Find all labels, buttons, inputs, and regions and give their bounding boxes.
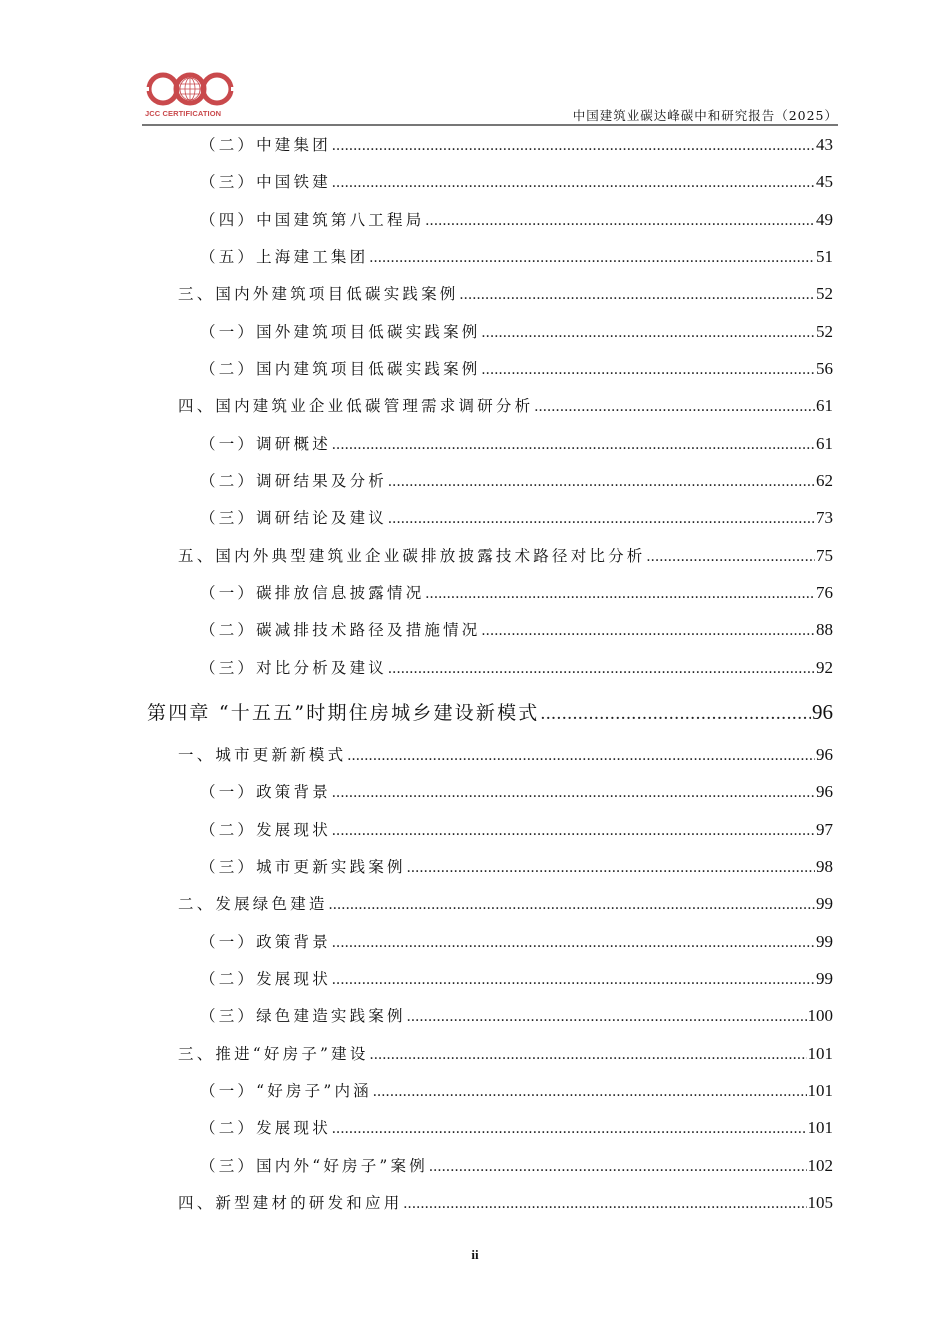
toc-entry-title: （三）对比分析及建议 — [200, 659, 388, 677]
toc-subsection-entry[interactable] — [200, 135, 833, 156]
toc-page-number: 76 — [816, 583, 833, 602]
dot-leader — [540, 702, 811, 726]
toc-entry-title: （二）发展现状 — [200, 970, 331, 988]
toc-page-number: 102 — [807, 1156, 833, 1175]
toc-page-number: 97 — [816, 820, 833, 839]
toc-subsection-entry[interactable] — [200, 583, 833, 604]
toc-entry-title: （三）国内外“好房子”案例 — [200, 1157, 428, 1175]
dot-leader — [425, 211, 815, 231]
toc-page-number: 92 — [816, 658, 833, 677]
toc-subsection-entry[interactable] — [200, 658, 833, 679]
toc-page-number: 56 — [816, 359, 833, 378]
toc-entry-title: （一）碳排放信息披露情况 — [200, 584, 425, 602]
toc-page-number: 99 — [816, 969, 833, 988]
toc-entry-title: （三）调研结论及建议 — [200, 509, 388, 527]
dot-leader — [388, 659, 815, 679]
toc-entry-title: 三、国内外建筑项目低碳实践案例 — [178, 285, 459, 303]
toc-subsection-entry[interactable] — [200, 1081, 833, 1102]
toc-section-entry[interactable] — [178, 745, 833, 766]
toc-subsection-entry[interactable] — [200, 620, 833, 641]
toc-entry-title: （二）发展现状 — [200, 1119, 331, 1137]
toc-page-number: 96 — [816, 782, 833, 801]
jcc-rings-icon — [145, 70, 235, 110]
page-number: ii — [471, 1247, 479, 1262]
dot-leader — [403, 1194, 806, 1214]
toc-page-number: 51 — [816, 247, 833, 266]
toc-subsection-entry[interactable] — [200, 782, 833, 803]
toc-subsection-entry[interactable] — [200, 210, 833, 231]
toc-subsection-entry[interactable] — [200, 471, 833, 492]
report-title: 中国建筑业碳达峰碳中和研究报告（2025） — [572, 108, 838, 123]
toc-entry-title: （二）碳减排技术路径及措施情况 — [200, 621, 481, 639]
dot-leader — [534, 397, 815, 417]
toc-section-entry[interactable] — [178, 894, 833, 915]
toc-entry-title: （一）政策背景 — [200, 933, 331, 951]
toc-page-number: 101 — [807, 1081, 833, 1100]
toc-subsection-entry[interactable] — [200, 322, 833, 343]
toc-subsection-entry[interactable] — [200, 508, 833, 529]
toc-entry-title: 一、城市更新新模式 — [178, 746, 347, 764]
logo-text: JCC CERTIFICATION — [145, 109, 222, 118]
toc-entry-title: （三）绿色建造实践案例 — [200, 1007, 406, 1025]
toc-page-number: 105 — [807, 1193, 833, 1212]
toc-chapter-entry[interactable] — [147, 700, 833, 726]
dot-leader — [370, 1045, 807, 1065]
dot-leader — [647, 547, 815, 567]
toc-subsection-entry[interactable] — [200, 1118, 833, 1139]
dot-leader — [329, 895, 815, 915]
toc-page-number: 101 — [807, 1044, 833, 1063]
toc-entry-title: （一）“好房子”内涵 — [200, 1082, 372, 1100]
toc-subsection-entry[interactable] — [200, 932, 833, 953]
toc-page-number: 62 — [816, 471, 833, 490]
toc-section-entry[interactable] — [178, 1193, 833, 1214]
toc-entry-title: 四、国内建筑业企业低碳管理需求调研分析 — [178, 397, 534, 415]
toc-subsection-entry[interactable] — [200, 247, 833, 268]
toc-page-number: 43 — [816, 135, 833, 154]
toc-entry-title: （二）中建集团 — [200, 136, 331, 154]
toc-entry-title: （一）政策背景 — [200, 783, 331, 801]
toc-entry-title: 第四章 “十五五”时期住房城乡建设新模式 — [147, 702, 540, 724]
toc-page-number: 99 — [816, 932, 833, 951]
toc-entry-title: （二）发展现状 — [200, 821, 331, 839]
dot-leader — [332, 933, 815, 953]
toc-subsection-entry[interactable] — [200, 969, 833, 990]
dot-leader — [332, 173, 815, 193]
toc-page-number: 100 — [807, 1006, 833, 1025]
dot-leader — [332, 1119, 807, 1139]
dot-leader — [429, 1157, 807, 1177]
dot-leader — [425, 584, 815, 604]
dot-leader — [388, 472, 815, 492]
dot-leader — [332, 783, 815, 803]
toc-page-number: 61 — [816, 396, 833, 415]
dot-leader — [460, 285, 815, 305]
toc-entry-title: （二）国内建筑项目低碳实践案例 — [200, 360, 481, 378]
toc-page-number: 52 — [816, 284, 833, 303]
toc-entry-title: 四、新型建材的研发和应用 — [178, 1194, 403, 1212]
toc-page-number: 98 — [816, 857, 833, 876]
dot-leader — [407, 858, 815, 878]
toc-section-entry[interactable] — [178, 284, 833, 305]
dot-leader — [369, 248, 815, 268]
toc-subsection-entry[interactable] — [200, 1006, 833, 1027]
dot-leader — [347, 746, 815, 766]
toc-page-number: 52 — [816, 322, 833, 341]
dot-leader — [407, 1007, 807, 1027]
dot-leader — [332, 435, 815, 455]
toc-section-entry[interactable] — [178, 1044, 833, 1065]
toc-subsection-entry[interactable] — [200, 857, 833, 878]
toc-subsection-entry[interactable] — [200, 1156, 833, 1177]
toc-entry-title: 五、国内外典型建筑业企业碳排放披露技术路径对比分析 — [178, 547, 646, 565]
dot-leader — [373, 1082, 807, 1102]
toc-page-number: 45 — [816, 172, 833, 191]
toc-page-number: 96 — [812, 700, 833, 724]
toc-page-number: 88 — [816, 620, 833, 639]
toc-entry-title: （四）中国建筑第八工程局 — [200, 211, 425, 229]
toc-entry-title: 二、发展绿色建造 — [178, 895, 328, 913]
dot-leader — [482, 360, 815, 380]
toc-page-number: 73 — [816, 508, 833, 527]
toc-subsection-entry[interactable] — [200, 820, 833, 841]
dot-leader — [332, 970, 815, 990]
dot-leader — [332, 136, 815, 156]
dot-leader — [482, 621, 815, 641]
toc-subsection-entry[interactable] — [200, 172, 833, 193]
dot-leader — [482, 323, 815, 343]
toc-subsection-entry[interactable] — [200, 359, 833, 380]
toc-page-number: 61 — [816, 434, 833, 453]
toc-entry-title: （五）上海建工集团 — [200, 248, 369, 266]
dot-leader — [332, 821, 815, 841]
toc-section-entry[interactable] — [178, 396, 833, 417]
toc-entry-title: 三、推进“好房子”建设 — [178, 1045, 369, 1063]
toc-entry-title: （三）城市更新实践案例 — [200, 858, 406, 876]
toc-subsection-entry[interactable] — [200, 434, 833, 455]
header-divider — [142, 124, 838, 126]
toc-section-entry[interactable] — [178, 546, 833, 567]
toc-page-number: 99 — [816, 894, 833, 913]
toc-page-number: 96 — [816, 745, 833, 764]
toc-entry-title: （一）调研概述 — [200, 435, 331, 453]
toc-page-number: 49 — [816, 210, 833, 229]
toc-page-number: 101 — [807, 1118, 833, 1137]
toc-entry-title: （一）国外建筑项目低碳实践案例 — [200, 323, 481, 341]
toc-page-number: 75 — [816, 546, 833, 565]
toc-entry-title: （二）调研结果及分析 — [200, 472, 388, 490]
dot-leader — [388, 509, 815, 529]
toc-entry-title: （三）中国铁建 — [200, 173, 331, 191]
